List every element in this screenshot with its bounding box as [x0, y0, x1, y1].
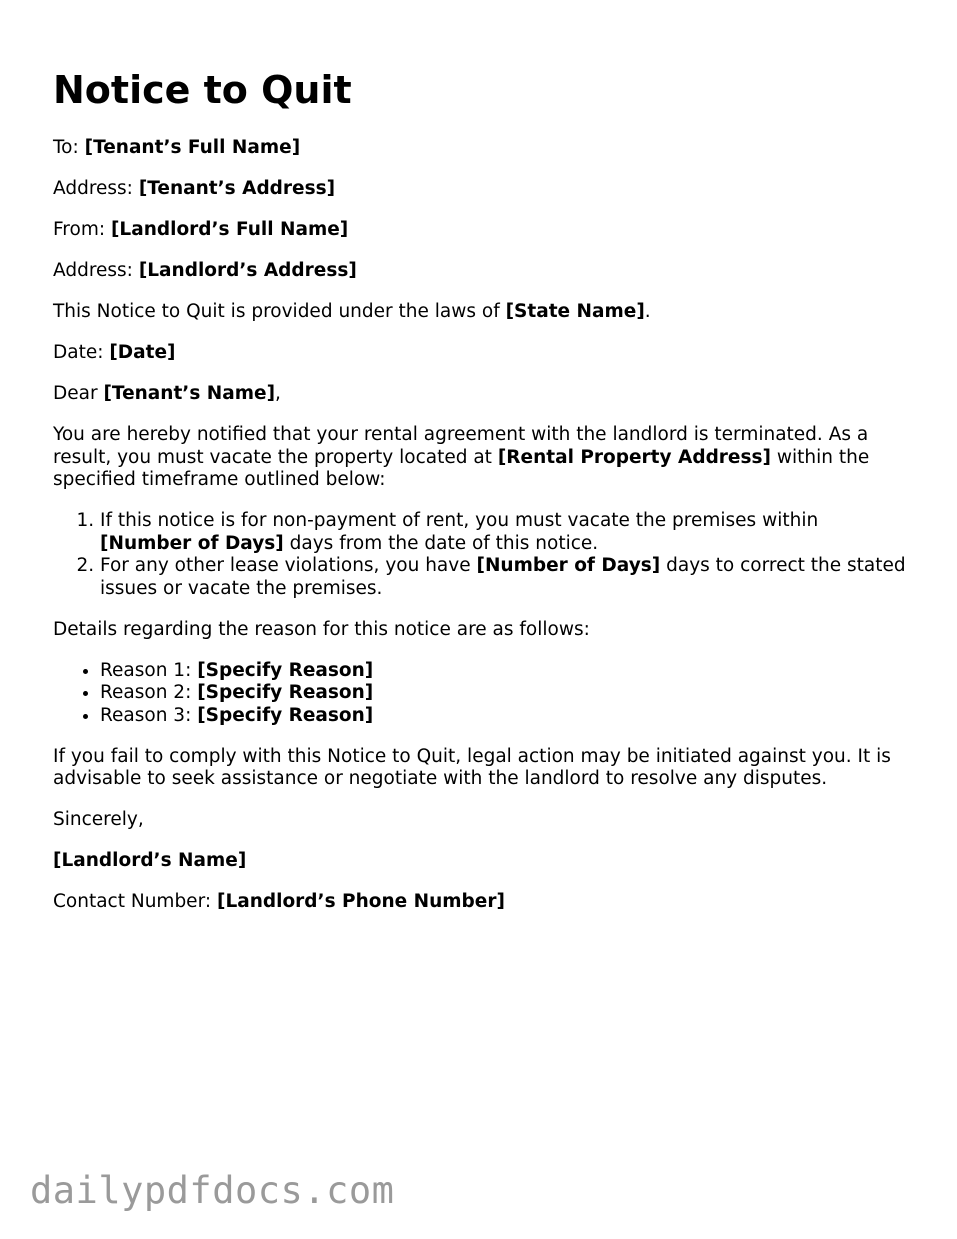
date-value: [Date]: [109, 342, 176, 363]
reason-value: [Specify Reason]: [197, 682, 374, 703]
tenant-address-label: Address:: [53, 178, 133, 199]
signature-name: [Landlord’s Name]: [53, 850, 247, 871]
intro-text-end: within the specified timeframe outlined below:: [53, 446, 870, 490]
date-label: Date:: [53, 342, 104, 363]
from-value: [Landlord’s Full Name]: [110, 219, 349, 240]
reason-item: [100, 682, 913, 705]
watermark-text: dailypdfdocs.com: [30, 1169, 395, 1212]
condition-text: If this notice is for non-payment of rent, you must vacate the premises within: [100, 510, 819, 531]
condition-days: [Number of Days]: [100, 532, 284, 554]
tenant-address-line: [53, 178, 913, 201]
tenant-address-value: [Tenant’s Address]: [138, 178, 336, 199]
salutation-prefix: Dear: [53, 383, 98, 404]
date-line: [53, 342, 913, 365]
salutation-suffix: ,: [275, 383, 281, 404]
reason-label: Reason 3:: [100, 704, 192, 726]
law-text-end: .: [644, 301, 651, 322]
law-state: [State Name]: [505, 301, 645, 322]
reason-value: [Specify Reason]: [197, 704, 374, 726]
reason-item: [100, 705, 913, 728]
salutation-name: [Tenant’s Name]: [103, 383, 276, 404]
contact-label: Contact Number:: [53, 891, 212, 912]
condition-text-end: days to correct the stated issues or vacate the premises.: [100, 555, 906, 599]
landlord-address-value: [Landlord’s Address]: [138, 260, 357, 281]
intro-text: You are hereby notified that your rental agreement with the landlord is terminated. As a result, you must vacate the property located at: [53, 424, 869, 468]
landlord-address-label: Address:: [53, 260, 133, 281]
from-label: From:: [53, 219, 106, 240]
contact-line: [53, 891, 913, 914]
intro-property: [Rental Property Address]: [497, 446, 771, 468]
law-text: This Notice to Quit is provided under the laws of: [53, 301, 500, 322]
reason-item: [100, 660, 913, 683]
page-title: Notice to Quit: [53, 68, 352, 112]
signature-line: [53, 850, 913, 873]
from-line: [53, 219, 913, 242]
salutation: [53, 383, 913, 406]
warning-paragraph: If you fail to comply with this Notice to Quit, legal action may be initiated against you. It is advisable to seek assistance or negotiate with the landlord to resolve any disputes.: [53, 745, 891, 789]
intro-paragraph: [53, 424, 913, 492]
law-line: [53, 301, 913, 324]
condition-days: [Number of Days]: [476, 555, 661, 576]
condition-text: For any other lease violations, you have: [100, 555, 471, 576]
reason-label: Reason 1:: [100, 659, 192, 681]
conditions-list: [53, 510, 913, 600]
condition-item: [100, 510, 913, 555]
condition-text-end: days from the date of this notice.: [289, 532, 599, 554]
to-line: [53, 137, 913, 160]
reasons-intro: Details regarding the reason for this notice are as follows:: [53, 618, 590, 640]
contact-value: [Landlord’s Phone Number]: [216, 891, 505, 912]
to-value: [Tenant’s Full Name]: [84, 137, 301, 158]
reason-label: Reason 2:: [100, 682, 192, 703]
reason-value: [Specify Reason]: [197, 659, 374, 681]
condition-item: [100, 555, 913, 600]
landlord-address-line: [53, 260, 913, 283]
document-body: [53, 137, 913, 932]
reasons-list: [53, 660, 913, 728]
closing: Sincerely,: [53, 809, 144, 830]
to-label: To:: [53, 137, 79, 158]
